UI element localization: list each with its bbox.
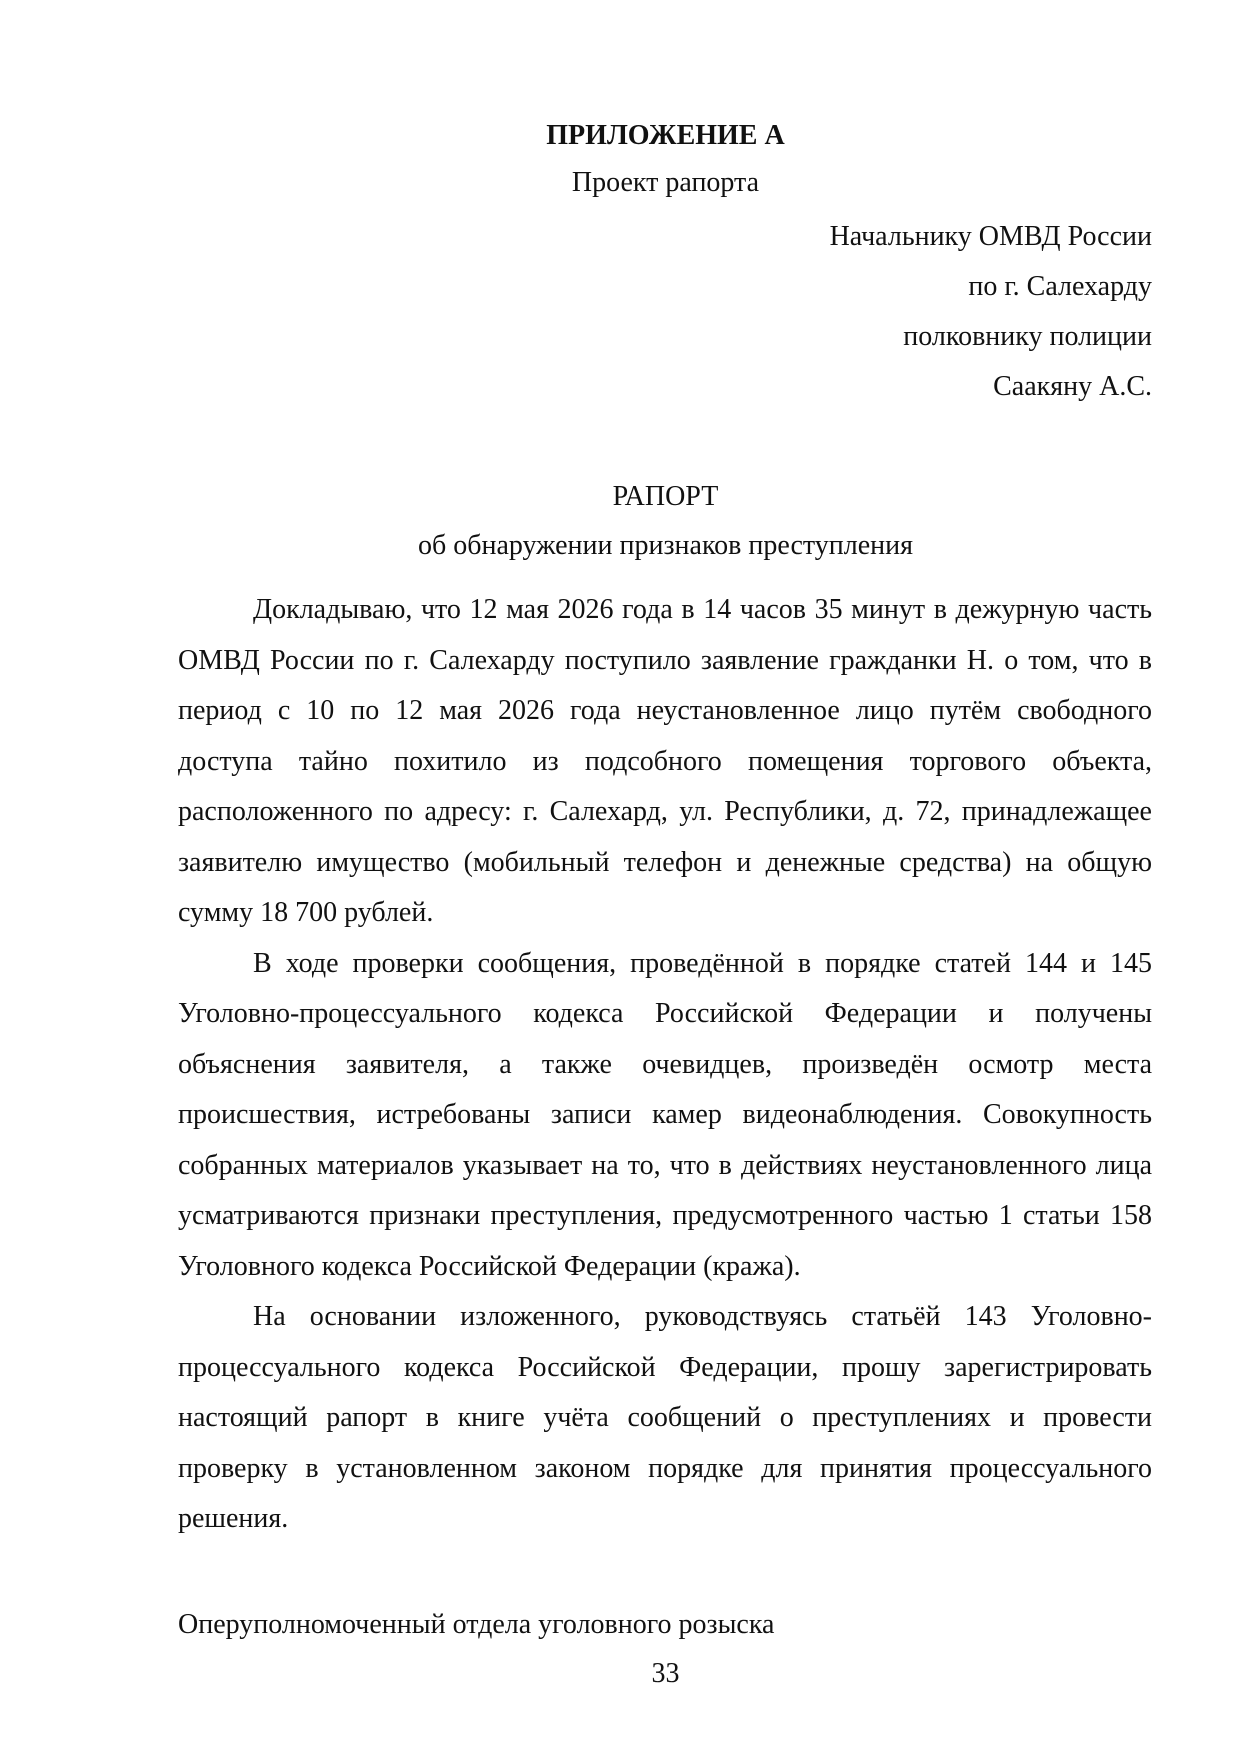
addressee-line: Саакяну А.С.: [993, 371, 1152, 402]
addressee-line: полковнику полиции: [903, 321, 1152, 352]
report-subtitle: об обнаружении признаков преступления: [417, 530, 913, 561]
report-title: РАПОРТ: [612, 481, 719, 512]
report-paragraph: Докладываю, что 12 мая 2026 года в 14 часов 35 минут в дежурную часть ОМВД России по г. Салехарду поступило заявление гражданки Н. о том, что в период с 10 по 12 мая 2026 года неустановленное лицо путём свободного доступа тайно похитило из подсобного помещения торгового объекта, расположенного по адресу: г. Салехард, ул. Республики, д. 72, принадлежащее заявителю имущество (мобильный телефон и денежные средства) на общую сумму 18 700 рублей.: [178, 594, 1152, 928]
addressee-line: по г. Салехарду: [968, 271, 1152, 302]
signature-position: Оперуполномоченный отдела уголовного розыска: [178, 1609, 775, 1640]
page-number: 33: [651, 1658, 680, 1689]
addressee-block: [830, 212, 1152, 412]
report-paragraph: На основании изложенного, руководствуясь статьёй 143 Уголовно-процессуального кодекса Российской Федерации, прошу зарегистрировать настоящий рапорт в книге учёта сообщений о преступлениях и провести проверку в установленном законом порядке для принятия процессуального решения.: [178, 1301, 1152, 1534]
report-paragraph: В ходе проверки сообщения, проведённой в порядке статей 144 и 145 Уголовно-процессуального кодекса Российской Федерации и получены объяснения заявителя, а также очевидцев, произведён осмотр места происшествия, истребованы записи камер видеонаблюдения. Совокупность собранных материалов указывает на то, что в действиях неустановленного лица усматриваются признаки преступления, предусмотренного частью 1 статьи 158 Уголовного кодекса Российской Федерации (кража).: [178, 947, 1152, 1282]
appendix-subtitle: Проект рапорта: [571, 167, 760, 198]
appendix-title: ПРИЛОЖЕНИЕ А: [546, 120, 785, 151]
addressee-line: Начальнику ОМВД России: [829, 221, 1152, 252]
report-body: [178, 585, 1152, 1545]
